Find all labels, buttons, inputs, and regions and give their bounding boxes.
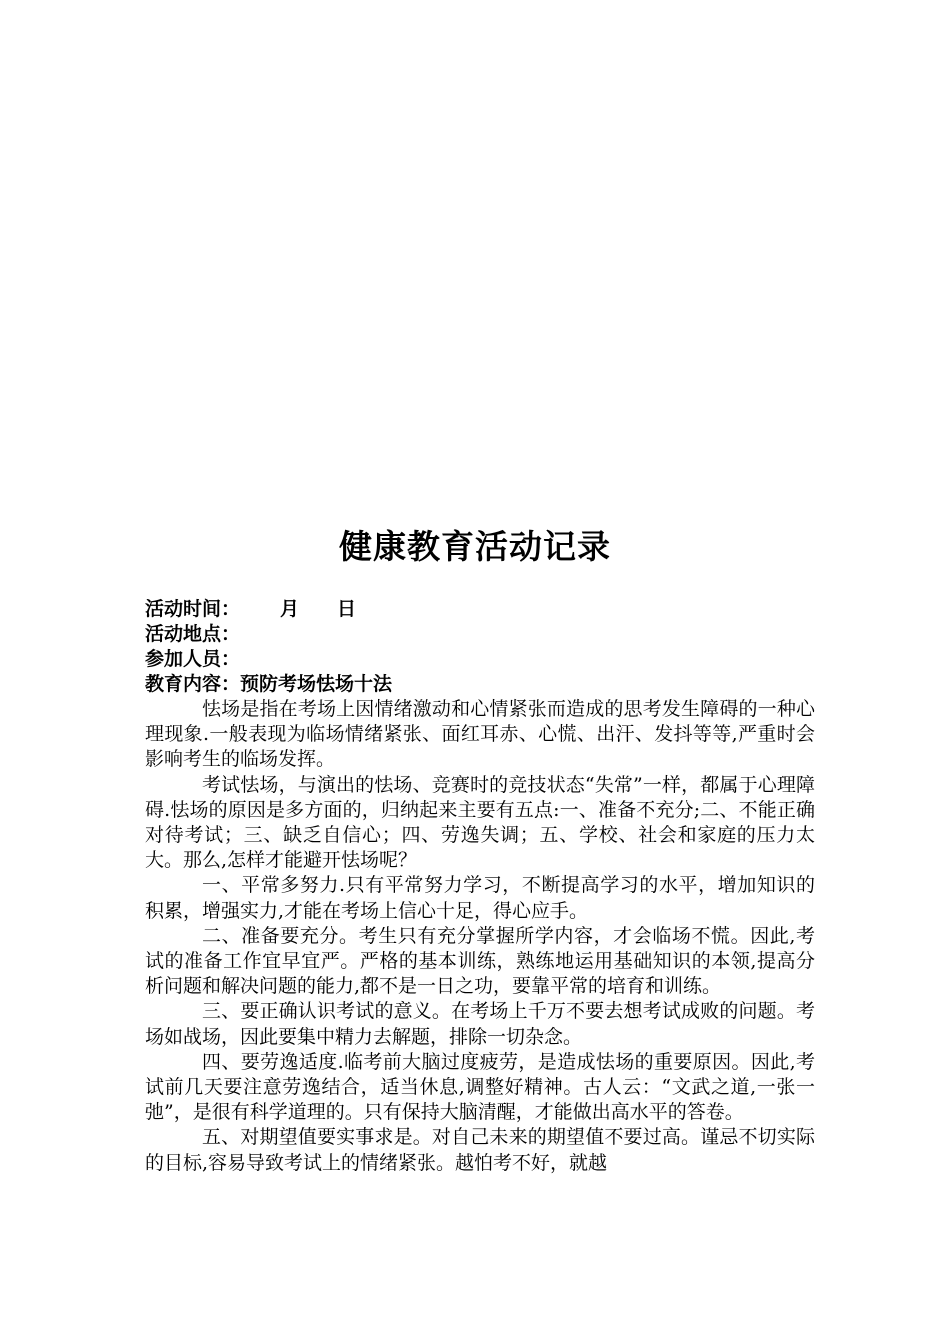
education-content-label: 教育内容：预防考场怯场十法 <box>145 673 393 695</box>
paragraph: 三、要正确认识考试的意义。在考场上千万不要去想考试成败的问题。考场如战场，因此要集中精力去解题，排除一切杂念。 <box>145 1000 815 1048</box>
day-label: 日 <box>337 598 357 620</box>
activity-place-label: 活动地点： <box>145 623 241 645</box>
paragraph: 考试怯场，与演出的怯场、竞赛时的竞技状态“失常”一样，都属于心理障碍.怯场的原因是多方面的，归纳起来主要有五点:一、准备不充分;二、不能正确对待考试；三、缺乏自信心；四、劳逸失调；五、学校、社会和家庭的压力太大。那么,怎样才能避开怯场呢？ <box>145 773 815 872</box>
month-label: 月 <box>280 598 300 620</box>
paragraph: 一、平常多努力.只有平常努力学习，不断提高学习的水平，增加知识的积累，增强实力,才能在考场上信心十足，得心应手。 <box>145 874 815 922</box>
paragraph: 五、对期望值要实事求是。对自己未来的期望值不要过高。谨忌不切实际的目标,容易导致考试上的情绪紧张。越怕考不好，就越 <box>145 1126 815 1174</box>
participants-label: 参加人员： <box>145 648 241 670</box>
paragraph: 四、要劳逸适度.临考前大脑过度疲劳，是造成怯场的重要原因。因此,考试前几天要注意劳逸结合，适当休息,调整好精神。古人云：“文武之道,一张一弛”，是很有科学道理的。只有保持大脑清醒，才能做出高水平的答卷。 <box>145 1050 815 1124</box>
education-content-line <box>145 672 815 697</box>
participants-line <box>145 647 815 672</box>
activity-time-line <box>145 597 815 622</box>
article-body <box>145 697 815 1176</box>
paragraph: 怯场是指在考场上因情绪激动和心情紧张而造成的思考发生障碍的一种心理现象.一般表现为临场情绪紧张、面红耳赤、心慌、出汗、发抖等等,严重时会影响考生的临场发挥。 <box>145 698 815 771</box>
paragraph: 二、准备要充分。考生只有充分掌握所学内容，才会临场不慌。因此,考试的准备工作宜早宜严。严格的基本训练，熟练地运用基础知识的本领,提高分析问题和解决问题的能力,都不是一日之功，要靠平常的培育和训练。 <box>145 924 815 998</box>
activity-info <box>145 597 815 697</box>
activity-place-line <box>145 622 815 647</box>
activity-time-label: 活动时间： <box>145 598 241 620</box>
document-title: 健康教育活动记录 <box>339 527 611 566</box>
